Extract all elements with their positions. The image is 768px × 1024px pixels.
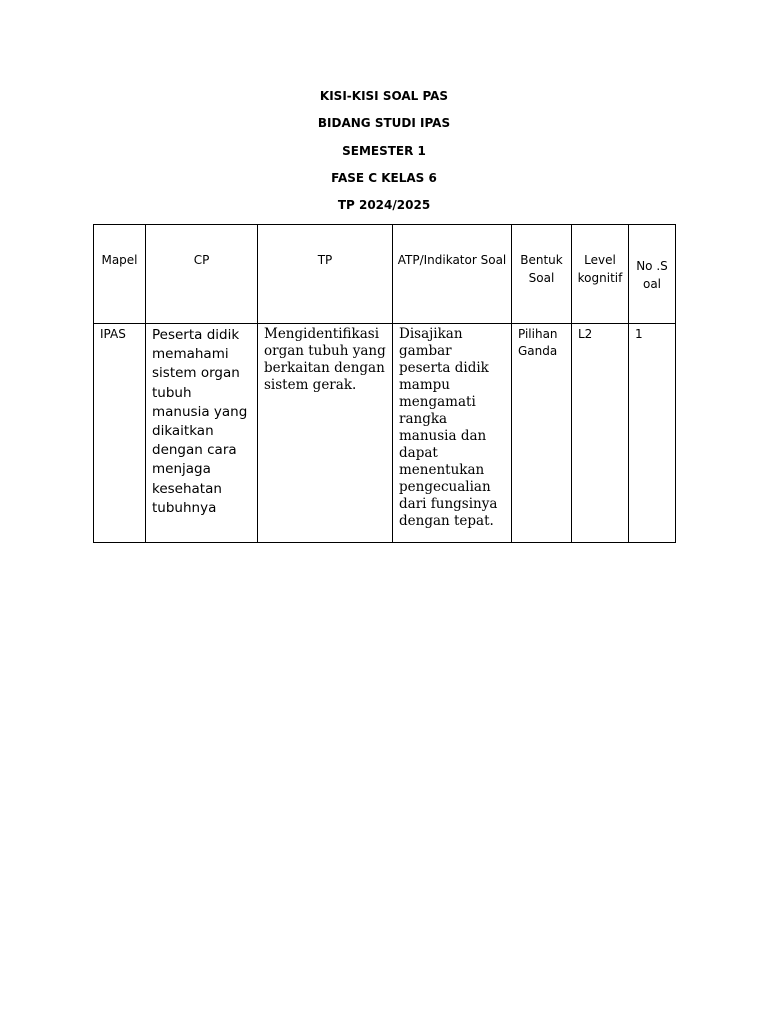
cell-mapel-text: IPAS: [100, 327, 126, 341]
school-year-title: TP 2024/2025: [337, 198, 431, 212]
header-mapel: Mapel: [94, 225, 146, 324]
cell-cp-text: Peserta didik memahami sistem organ tubuh manusia yang dikaitkan dengan cara menjaga kesehatan tubuhnya: [152, 327, 248, 516]
header-bentuk-soal: Bentuk Soal: [512, 225, 572, 324]
cell-level-kognitif-text: L2: [578, 327, 593, 341]
cell-mapel: [94, 324, 146, 543]
cell-bentuk-soal-text: Pilihan Ganda: [518, 327, 558, 358]
cell-no-soal: [629, 324, 676, 543]
table-row: [94, 324, 676, 543]
cell-cp: [146, 324, 258, 543]
header-tp: TP: [258, 225, 393, 324]
cell-no-soal-text: 1: [635, 327, 643, 341]
header-cp: CP: [146, 225, 258, 324]
cell-tp-text: Mengidentifikasi organ tubuh yang berkaitan dengan sistem gerak.: [264, 326, 386, 393]
phase-class-title: FASE C KELAS 6: [331, 171, 437, 185]
cell-tp: [258, 324, 393, 543]
table-header-row: [94, 225, 676, 324]
header-atp: ATP/Indikator Soal: [393, 225, 512, 324]
subject-title: BIDANG STUDI IPAS: [317, 116, 451, 130]
semester-title: SEMESTER 1: [342, 144, 426, 158]
cell-atp: [393, 324, 512, 543]
document-title: KISI-KISI SOAL PAS: [319, 89, 449, 103]
cell-atp-text: Disajikan gambar peserta didik mampu mengamati rangka manusia dan dapat menentukan pengecualian dari fungsinya dengan tepat.: [399, 326, 498, 529]
cell-bentuk-soal: [512, 324, 572, 543]
kisi-kisi-table: [93, 224, 676, 543]
cell-level-kognitif: [572, 324, 629, 543]
header-no-soal: No .S oal: [629, 225, 676, 324]
header-level-kognitif: Level kognitif: [572, 225, 629, 324]
